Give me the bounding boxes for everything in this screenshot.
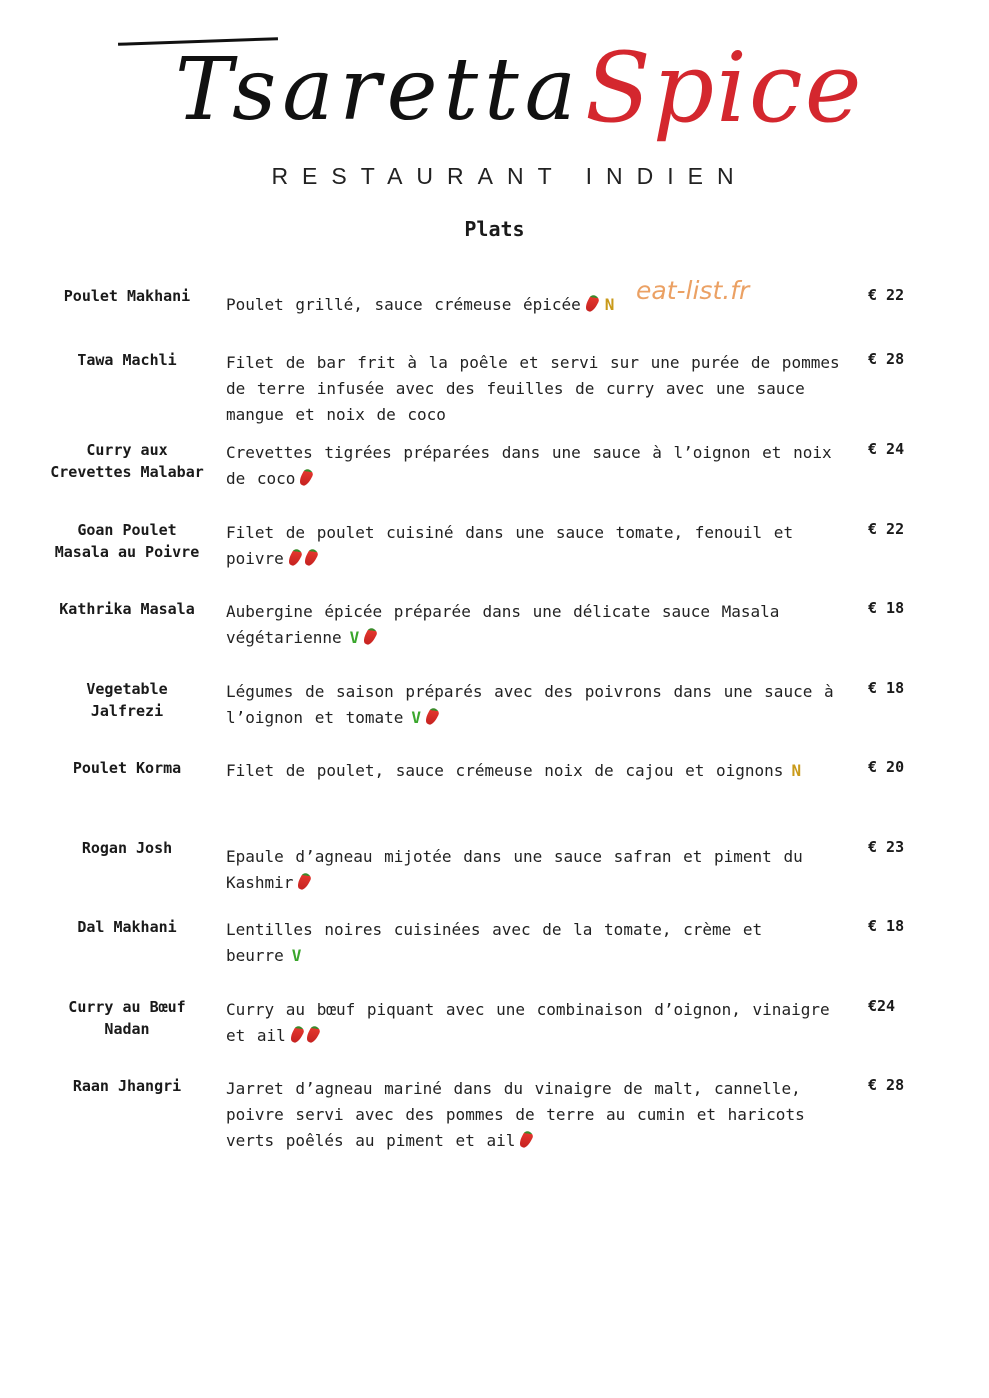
dish-description bbox=[226, 1076, 846, 1154]
dish-name: Raan Jhangri bbox=[72, 1077, 182, 1095]
dish-price: € 18 bbox=[868, 599, 905, 617]
dish-description-text: Poulet grillé, sauce crémeuse épicée bbox=[226, 295, 581, 314]
chili-icon bbox=[288, 1025, 305, 1045]
dish-description bbox=[226, 440, 846, 492]
dish-description-text: Jarret d’agneau mariné dans du vinaigre de malt, cannelle, poivre servi avec des pommes de terre au cumin et haricots verts poêlés au piment et ail bbox=[226, 1079, 805, 1150]
dish-name: Curry aux Crevettes Malabar bbox=[50, 441, 204, 481]
dish-description-text: Aubergine épicée préparée dans une délicate sauce Masala végétarienne bbox=[226, 602, 780, 647]
dish-price: € 28 bbox=[868, 1076, 905, 1094]
dish-price: € 24 bbox=[868, 440, 905, 458]
vegetarian-mark: V bbox=[411, 708, 422, 727]
dish-description bbox=[226, 758, 846, 784]
dish-price: € 22 bbox=[868, 520, 905, 538]
dish-name: Kathrika Masala bbox=[59, 600, 195, 618]
nuts-mark: N bbox=[604, 295, 615, 314]
dish-price: € 22 bbox=[868, 286, 905, 304]
chili-icon bbox=[304, 1025, 321, 1045]
chili-icon bbox=[583, 294, 600, 314]
dish-description bbox=[226, 679, 846, 731]
logo-name-part2: Spice bbox=[585, 32, 864, 144]
vegetarian-mark: V bbox=[349, 628, 360, 647]
dish-description bbox=[226, 292, 846, 318]
vegetarian-mark: V bbox=[291, 946, 302, 965]
dish-description-text: Lentilles noires cuisinées avec de la tomate, crème et beurre bbox=[226, 920, 763, 965]
dish-name: Tawa Machli bbox=[77, 351, 177, 369]
dish-description bbox=[226, 917, 846, 969]
dish-price: € 18 bbox=[868, 679, 905, 697]
restaurant-subtitle: RESTAURANT INDIEN bbox=[271, 163, 748, 189]
nuts-mark: N bbox=[791, 761, 802, 780]
chili-icon bbox=[286, 548, 303, 568]
dish-price: € 18 bbox=[868, 917, 905, 935]
dish-description-text: Curry au bœuf piquant avec une combinaison d’oignon, vinaigre et ail bbox=[226, 1000, 830, 1045]
dish-description-text: Filet de bar frit à la poêle et servi sur une purée de pommes de terre infusée avec des feuilles de curry avec une sauce mangue et noix de coco bbox=[226, 353, 840, 424]
dish-description-text: Epaule d’agneau mijotée dans une sauce safran et piment du Kashmir bbox=[226, 847, 803, 892]
dish-name: Vegetable Jalfrezi bbox=[86, 680, 168, 720]
dish-name: Dal Makhani bbox=[77, 918, 177, 936]
logo-name-part1: Tsaretta bbox=[175, 40, 582, 140]
section-title: Plats bbox=[464, 217, 525, 241]
dish-price: € 20 bbox=[868, 758, 905, 776]
chili-icon bbox=[518, 1130, 535, 1150]
chili-icon bbox=[296, 872, 313, 892]
watermark: eat-list.fr bbox=[636, 276, 750, 305]
dish-description-text: Filet de poulet cuisiné dans une sauce tomate, fenouil et poivre bbox=[226, 523, 794, 568]
dish-price: € 23 bbox=[868, 838, 905, 856]
dish-description bbox=[226, 844, 846, 896]
chili-icon bbox=[302, 548, 319, 568]
dish-description bbox=[226, 520, 846, 572]
dish-name: Poulet Makhani bbox=[63, 287, 191, 305]
chili-icon bbox=[424, 707, 441, 727]
dish-name: Rogan Josh bbox=[81, 839, 173, 857]
dish-price: € 28 bbox=[868, 350, 905, 368]
dish-description bbox=[226, 599, 846, 651]
dish-price: €24 bbox=[868, 997, 896, 1015]
dish-name: Goan Poulet Masala au Poivre bbox=[54, 521, 200, 561]
dish-description-text: Légumes de saison préparés avec des poivrons dans une sauce à l’oignon et tomate bbox=[226, 682, 834, 727]
dish-name: Poulet Korma bbox=[72, 759, 182, 777]
dish-description bbox=[226, 997, 846, 1049]
dish-name: Curry au Bœuf Nadan bbox=[68, 998, 186, 1038]
dish-description-text: Filet de poulet, sauce crémeuse noix de cajou et oignons bbox=[226, 761, 784, 780]
chili-icon bbox=[362, 627, 379, 647]
dish-description-text: Crevettes tigrées préparées dans une sauce à l’oignon et noix de coco bbox=[226, 443, 832, 488]
dish-description bbox=[226, 350, 846, 428]
chili-icon bbox=[298, 468, 315, 488]
